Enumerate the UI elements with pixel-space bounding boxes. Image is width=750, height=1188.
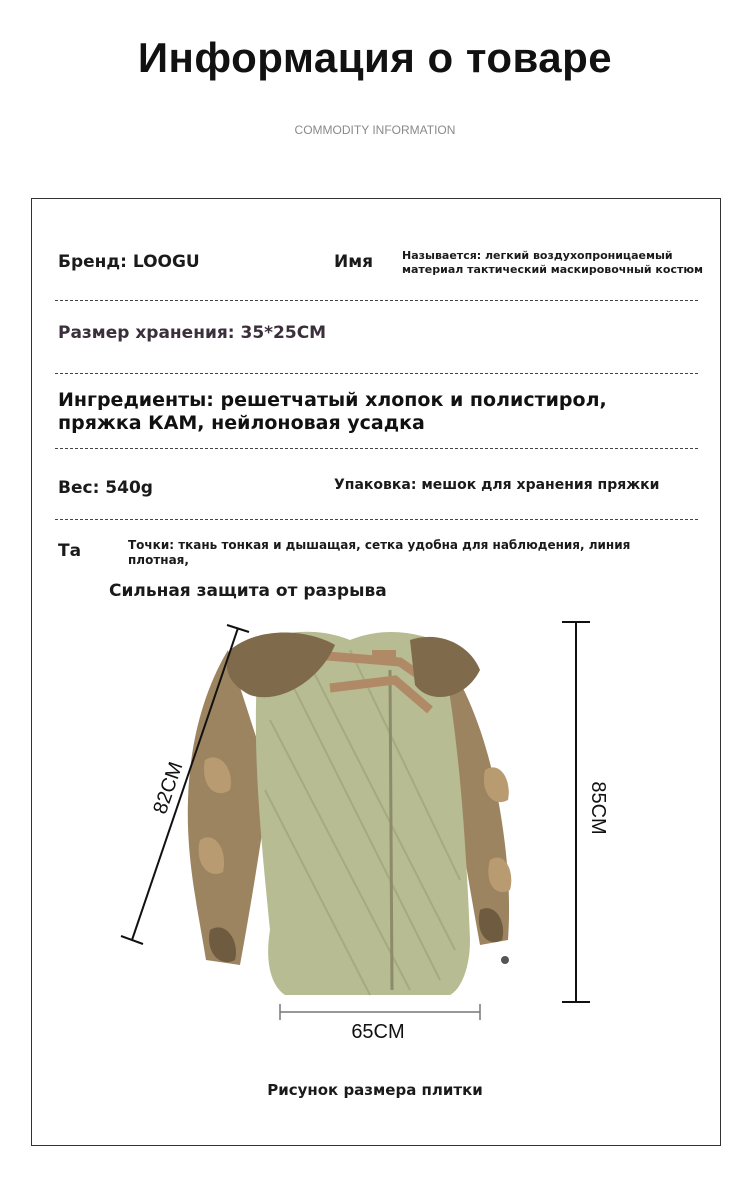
page-subtitle: COMMODITY INFORMATION: [294, 123, 456, 137]
jacket-image: [188, 632, 512, 995]
divider: [55, 519, 698, 520]
page-title: Информация о товаре: [137, 34, 613, 81]
weight-text: Вес: 540g: [58, 478, 153, 498]
tear-protection-heading: Сильная защита от разрыва: [109, 581, 387, 601]
length-dimension-label: 85CM: [587, 781, 609, 835]
points-text: Точки: ткань тонкая и дышащая, сетка удобна для наблюдения, линия плотная,: [128, 538, 631, 567]
divider: [55, 373, 698, 374]
brand-text: Бренд: LOOGU: [58, 252, 200, 272]
width-dimension-label: 65CM: [351, 1021, 405, 1043]
divider: [55, 448, 698, 449]
sleeve-dimension-label: 82CM: [149, 759, 188, 817]
name-value: Называется: легкий воздухопроницаемый материал тактический маскировочный костюм: [402, 249, 704, 276]
packing-text: Упаковка: мешок для хранения пряжки: [334, 477, 660, 493]
storage-size-text: Размер хранения: 35*25CM: [58, 323, 327, 343]
ingredients-text: Ингредиенты: решетчатый хлопок и полистирол, пряжка КАМ, нейлоновая усадка: [58, 389, 607, 434]
figure-caption: Рисунок размера плитки: [267, 1081, 483, 1099]
divider: [55, 300, 698, 301]
points-label: Та: [58, 541, 82, 561]
name-label: Имя: [334, 252, 374, 272]
camouflage-jacket-illustration: [110, 610, 630, 1050]
